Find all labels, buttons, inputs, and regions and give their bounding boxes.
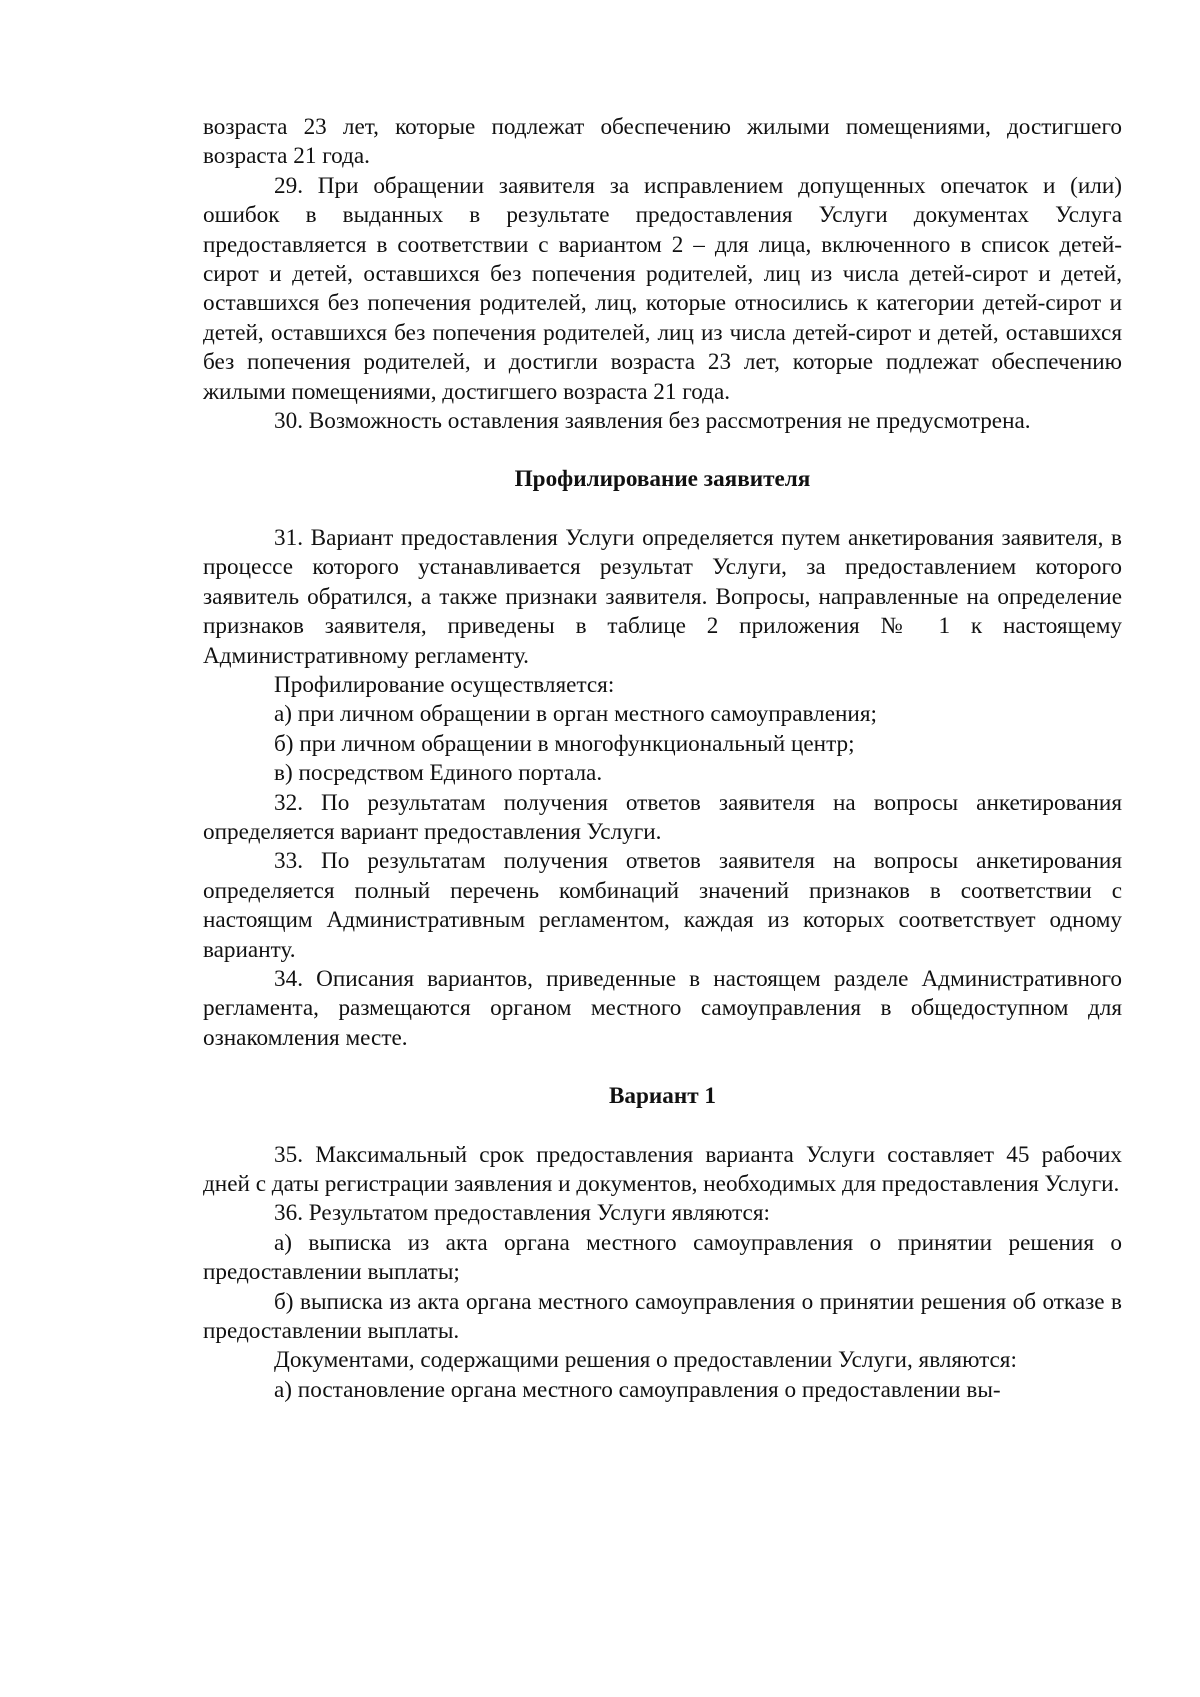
paragraph-31: 31. Вариант предоставления Услуги определяется путем анкетирования заявителя, в процессе которого устанавливается результат Услуги, за предоставлением которого заявитель обратился, а также признаки заявителя. Вопросы, направленные на определение признаков заявителя, приведены в таблице 2 приложения № 1 к настоящему Административному регламенту. [203,524,1122,669]
result-item-b: б) выписка из акта органа местного самоуправления о принятии решения об отказе в предоставлении выплаты. [203,1288,1122,1345]
document-page [203,113,1122,1405]
paragraph-30: 30. Возможность оставления заявления без рассмотрения не предусмотрена. [274,408,1031,435]
decision-docs-intro: Документами, содержащими решения о предоставлении Услуги, являются: [274,1347,1017,1374]
paragraph-35: 35. Максимальный срок предоставления варианта Услуги составляет 45 рабочих дней с даты регистрации заявления и документов, необходимых для предоставления Услуги. [203,1141,1122,1197]
profiling-item-a: а) при личном обращении в орган местного самоуправления; [274,701,877,728]
paragraph-34: 34. Описания вариантов, приведенные в настоящем разделе Административного регламента, размещаются органом местного самоуправления в общедоступном для ознакомления месте. [203,965,1122,1051]
decision-docs-item-a: а) постановление органа местного самоуправления о предоставлении вы- [274,1376,1001,1403]
profiling-item-b: б) при личном обращении в многофункциональный центр; [274,730,855,757]
profiling-item-v: в) посредством Единого портала. [274,760,603,787]
heading-variant-1: Вариант 1 [608,1083,717,1110]
heading-profiling: Профилирование заявителя [514,466,811,493]
profiling-intro: Профилирование осуществляется: [274,671,615,698]
paragraph-29: 29. При обращении заявителя за исправлением допущенных опечаток и (или) ошибок в выданных в результате предоставления Услуги документах Услуга предоставляется в соответствии с вариантом 2 – для лица, включенного в список детей-сирот и детей, оставшихся без попечения родителей, лиц из числа детей-сирот и детей, оставшихся без попечения родителей, лиц, которые относились к категории детей-сирот и детей, оставшихся без попечения родителей, лиц из числа детей-сирот и детей, оставшихся без попечения родителей, и достигли возраста 23 лет, которые подлежат обеспечению жилыми помещениями, достигшего возраста 21 года. [203,172,1122,405]
paragraph-continuation: возраста 23 лет, которые подлежат обеспечению жилыми помещениями, достигшего возраста 21 года. [203,114,1122,170]
paragraph-33: 33. По результатам получения ответов заявителя на вопросы анкетирования определяется полный перечень комбинаций значений признаков в соответствии с настоящим Административным регламентом, каждая из которых соответствует одному варианту. [203,848,1122,963]
paragraph-36: 36. Результатом предоставления Услуги являются: [274,1200,770,1227]
paragraph-32: 32. По результатам получения ответов заявителя на вопросы анкетирования определяется вариант предоставления Услуги. [203,789,1122,845]
result-item-a: а) выписка из акта органа местного самоуправления о принятии решения о предоставлении выплаты; [203,1229,1122,1286]
